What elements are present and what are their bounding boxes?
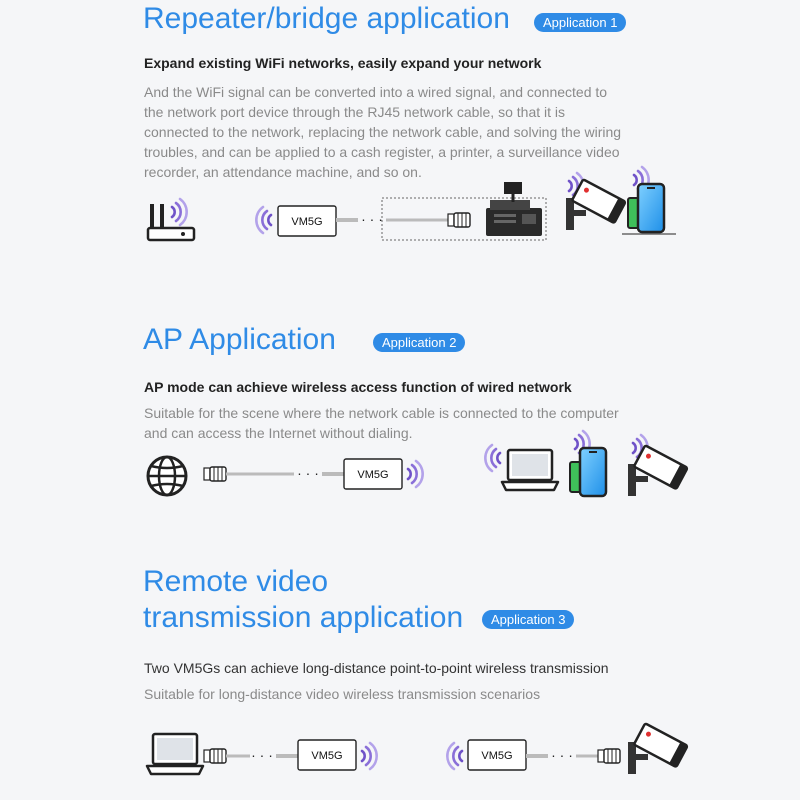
vm5g-device-icon <box>468 740 526 770</box>
description-line: and can access the Internet without dialing. <box>144 425 413 441</box>
globe-icon <box>148 457 186 495</box>
description-line: Suitable for long-distance video wireless transmission scenarios <box>144 686 541 702</box>
wifi-signal-icon <box>172 199 187 225</box>
cable-segment <box>322 472 344 476</box>
cable-segment <box>276 754 298 758</box>
wifi-signal-icon <box>408 461 423 487</box>
section-3-title-line: transmission application <box>143 601 464 634</box>
wifi-signal-icon <box>485 445 500 471</box>
rj45-cable-icon <box>598 749 620 763</box>
section-3-subtitle: Two VM5Gs can achieve long-distance point-to-point wireless transmission <box>144 660 609 676</box>
section-3-title <box>143 564 463 636</box>
wifi-signal-icon <box>447 743 462 769</box>
laptop-icon <box>502 450 558 490</box>
description-line: troubles, and can be applied to a cash register, a printer, a surveillance video <box>144 144 620 160</box>
section-2-subtitle: AP mode can achieve wireless access function of wired network <box>144 379 572 395</box>
section-1-badge: Application 1 <box>534 13 626 32</box>
section-2-badge: Application 2 <box>373 333 465 352</box>
section-1-diagram <box>0 170 800 250</box>
section-1-subtitle: Expand existing WiFi networks, easily expand your network <box>144 55 542 71</box>
cash-register-icon <box>486 182 542 236</box>
smartphone-icon <box>628 184 664 232</box>
section-1-description <box>144 82 684 182</box>
vm5g-device-icon <box>344 459 402 489</box>
description-line: recorder, an attendance machine, and so on. <box>144 164 422 180</box>
rj45-cable-icon <box>448 213 470 227</box>
vm5g-label: VM5G <box>291 216 323 228</box>
rj45-cable-icon <box>204 467 226 481</box>
vm5g-device-icon <box>298 740 356 770</box>
vm5g-label: VM5G <box>311 750 343 762</box>
description-line: Suitable for the scene where the network cable is connected to the computer <box>144 405 619 421</box>
ellipsis: · · · <box>251 747 273 763</box>
section-3-title-line: Remote video <box>143 565 329 598</box>
security-camera-icon <box>566 179 626 230</box>
section-3-description <box>144 684 684 704</box>
vm5g-label: VM5G <box>481 750 513 762</box>
ellipsis: · · · <box>361 211 383 227</box>
smartphone-icon <box>570 448 606 496</box>
section-3-badge: Application 3 <box>482 610 574 629</box>
ellipsis: · · · <box>297 465 319 481</box>
cable-segment <box>336 218 358 222</box>
description-line: connected to the network, replacing the network cable, and solving the wiring <box>144 124 622 140</box>
wifi-signal-icon <box>256 207 271 233</box>
section-1-title <box>143 1 510 37</box>
description-line: the network port device through the RJ45 network cable, so that it is <box>144 104 566 120</box>
section-2-title-line: AP Application <box>143 323 336 356</box>
wifi-signal-icon <box>362 743 377 769</box>
ellipsis: · · · <box>551 747 573 763</box>
rj45-cable-icon <box>204 749 226 763</box>
vm5g-label: VM5G <box>357 469 389 481</box>
section-3-diagram <box>0 722 800 800</box>
section-1-title-line: Repeater/bridge application <box>143 2 510 35</box>
security-camera-icon <box>628 445 688 496</box>
description-line: And the WiFi signal can be converted into a wired signal, and connected to <box>144 84 608 100</box>
security-camera-icon <box>628 723 688 774</box>
section-2-title <box>143 322 336 358</box>
vm5g-device-icon <box>278 206 336 236</box>
section-2-diagram <box>0 436 800 516</box>
cable-segment <box>526 754 548 758</box>
laptop-icon <box>147 734 203 774</box>
